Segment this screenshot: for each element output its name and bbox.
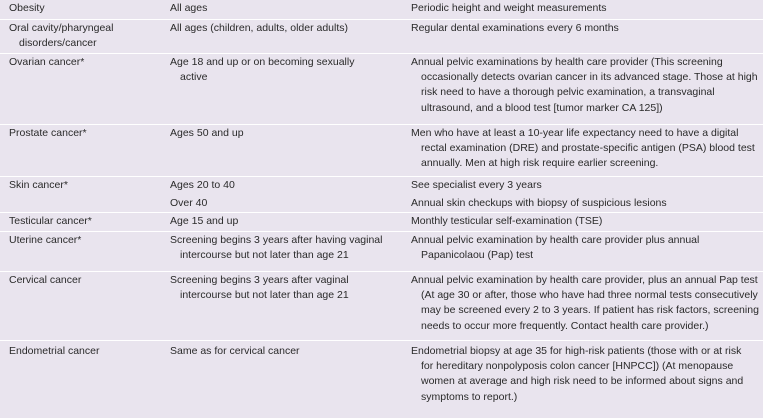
screening-text: (At age 30 or after, those who have had three normal tests consecutively xyxy=(421,289,758,302)
age-cell xyxy=(168,20,409,53)
age-cell xyxy=(168,272,409,340)
screening-cell xyxy=(409,272,763,340)
screening-cell xyxy=(409,213,763,231)
table-row xyxy=(0,232,763,272)
screening-text: Annual skin checkups with biopsy of suspicious lesions xyxy=(411,197,667,210)
age-text: Same as for cervical cancer xyxy=(170,345,300,357)
screening-cell xyxy=(409,177,763,212)
table-row xyxy=(0,0,763,20)
screening-text: Men who have at least a 10-year life expectancy need to have a digital xyxy=(411,127,739,139)
age-text: Screening begins 3 years after having vaginal xyxy=(170,234,383,246)
screening-cell xyxy=(409,125,763,176)
screening-text: for hereditary nonpolyposis colon cancer [HNPCC]) (At menopause xyxy=(421,360,734,373)
screening-text: risk need to have a thorough pelvic examination, a transvaginal xyxy=(421,86,715,99)
condition-cell xyxy=(0,341,168,418)
screening-cell xyxy=(409,341,763,418)
screening-text: Endometrial biopsy at age 35 for high-risk patients (those with or at risk xyxy=(411,345,742,357)
screening-text: occasionally detects ovarian cancer in its advanced stage. Those at high xyxy=(421,71,758,84)
screening-text: may be screened every 2 to 3 years. If patient has risk factors, screening xyxy=(421,304,759,317)
age-cell xyxy=(168,232,409,271)
age-cell xyxy=(168,177,409,212)
screening-text: needs to occur more frequently. Contact health care provider.) xyxy=(421,319,709,332)
condition-cell xyxy=(0,54,168,124)
screening-text: Periodic height and weight measurements xyxy=(411,2,607,14)
condition-cell xyxy=(0,232,168,271)
condition-text: Endometrial cancer xyxy=(9,345,100,357)
age-text: Screening begins 3 years after vaginal xyxy=(170,274,349,286)
age-text: Ages 50 and up xyxy=(170,127,244,139)
age-text: intercourse but not later than age 21 xyxy=(180,249,349,262)
condition-text: Skin cancer* xyxy=(9,179,68,191)
condition-cell xyxy=(0,125,168,176)
screening-text: Annual pelvic examinations by health care provider (This screening xyxy=(411,56,723,68)
screening-text: Annual pelvic examination by health care provider plus annual xyxy=(411,234,700,246)
screening-text: women at average and high risk need to be informed about signs and xyxy=(421,375,744,388)
age-cell xyxy=(168,213,409,231)
table-row xyxy=(0,341,763,418)
table-row xyxy=(0,125,763,177)
screening-cell xyxy=(409,0,763,19)
condition-cell xyxy=(0,272,168,340)
condition-cell xyxy=(0,177,168,212)
table-row xyxy=(0,213,763,232)
age-text: Age 18 and up or on becoming sexually xyxy=(170,56,355,68)
screening-text: ultrasound, and a blood test [tumor marker CA 125]) xyxy=(421,101,663,114)
screening-cell xyxy=(409,232,763,271)
screening-text: Annual pelvic examination by health care provider, plus an annual Pap test xyxy=(411,274,758,286)
screening-cell xyxy=(409,20,763,53)
age-text: All ages (children, adults, older adults) xyxy=(170,22,349,34)
condition-text: Cervical cancer xyxy=(9,274,82,286)
age-cell xyxy=(168,341,409,418)
age-cell xyxy=(168,0,409,19)
screening-cell xyxy=(409,54,763,124)
condition-text: Ovarian cancer* xyxy=(9,56,85,68)
age-text: intercourse but not later than age 21 xyxy=(180,289,349,302)
screening-text: Monthly testicular self-examination (TSE) xyxy=(411,215,603,227)
condition-text: Uterine cancer* xyxy=(9,234,82,246)
screening-text: annually. Men at high risk require earlier screening. xyxy=(421,157,659,170)
condition-text: disorders/cancer xyxy=(19,37,97,50)
table-row xyxy=(0,20,763,54)
age-text: active xyxy=(180,71,208,84)
screening-text: symptoms to report.) xyxy=(421,390,518,403)
age-cell xyxy=(168,54,409,124)
screening-text: rectal examination (DRE) and prostate-specific antigen (PSA) blood test xyxy=(421,142,755,155)
condition-cell xyxy=(0,20,168,53)
table-row xyxy=(0,54,763,125)
condition-cell xyxy=(0,0,168,19)
screening-text: Regular dental examinations every 6 months xyxy=(411,22,619,34)
age-text: Ages 20 to 40 xyxy=(170,179,235,191)
condition-text: Oral cavity/pharyngeal xyxy=(9,22,114,34)
screening-text: Papanicolaou (Pap) test xyxy=(421,249,534,262)
age-text: Age 15 and up xyxy=(170,215,239,227)
table-row xyxy=(0,177,763,213)
condition-text: Testicular cancer* xyxy=(9,215,92,227)
table-row xyxy=(0,272,763,341)
age-cell xyxy=(168,125,409,176)
condition-text: Prostate cancer* xyxy=(9,127,87,139)
condition-text: Obesity xyxy=(9,2,45,14)
condition-cell xyxy=(0,213,168,231)
age-text: All ages xyxy=(170,2,208,14)
screening-text: See specialist every 3 years xyxy=(411,179,542,191)
age-text: Over 40 xyxy=(170,197,208,210)
